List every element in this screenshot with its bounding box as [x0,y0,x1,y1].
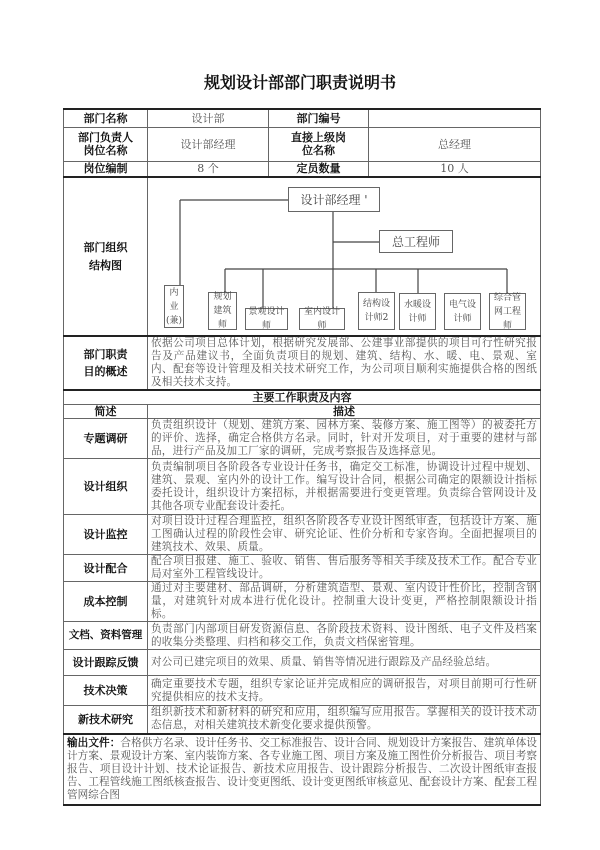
dept-name-label: 部门名称 [64,109,148,127]
duty-name: 设计监控 [64,515,148,555]
posts-label: 岗位编制 [64,161,148,177]
duty-name: 设计组织 [64,459,148,515]
duty-desc: 配合项目报建、施工、验收、销售、售后服务等相关手续及技术工作。配合专业局对室外工程管线设计。 [148,555,541,582]
duty-name: 专题调研 [64,419,148,459]
org-box-role: 综合管网工程师 [489,293,526,330]
staff-value: 10 人 [369,161,541,177]
org-box-manager: 设计部经理 ' [288,187,380,212]
org-box-chief-engineer: 总工程师 [379,230,453,253]
org-box-role: 景观设计师 [245,308,288,330]
duty-name: 设计跟踪反馈 [64,650,148,676]
overview-label: 部门职责目的概述 [64,336,148,390]
responsibility-table [63,108,541,806]
duty-name: 技术决策 [64,676,148,706]
head-value: 设计部经理 [148,127,269,161]
posts-value: 8 个 [148,161,269,177]
superior-label: 直接上级岗位名称 [269,127,369,161]
org-box-role: 电气设计师 [444,293,481,330]
dept-name-value: 设计部 [148,109,269,127]
staff-label: 定员数量 [269,161,369,177]
output-text: 合格供方名录、设计任务书、交工标准报告、设计合同、规划设计方案报告、建筑单体设计方案、景观设计方案、室内装饰方案、各专业施工图、项目方案及施工图性价分析报告、项目考察报告、项目设计计划、技术论证报告、新技术应用报告、设计跟踪分析报告、二次设计图纸审查报告、工程管线施工图纸核查报告、设计变更图纸、设计变更图纸审核意见、配套设计方案、配套工程管网综合图 [67,736,537,801]
duty-desc: 通过对主要建材、部品调研，分析建筑造型、景观、室内设计性价比，控制含钢量，对建筑针对成本进行优化设计。控制重大设计变更，严格控制限额设计指标。 [148,582,541,622]
duties-header: 主要工作职责及内容 [64,390,541,405]
org-box-role: 规划建筑师 [208,292,237,330]
duty-desc: 负责部门内部项目研发资源信息、各阶段技术资料、设计图纸、电子文件及档案的收集分类整理、归档和移交工作，负责文档保密管理。 [148,622,541,650]
duty-name: 新技术研究 [64,706,148,734]
duty-name: 设计配合 [64,555,148,582]
head-label: 部门负责人岗位名称 [64,127,148,161]
duty-name: 文档、资料管理 [64,622,148,650]
dept-no-label: 部门编号 [269,109,369,127]
dept-no-value [369,109,541,127]
output-label: 输出文件： [67,736,121,749]
duty-desc: 组织新技术和新材料的研究和应用，组织编写应用报告。掌握相关的设计技术动态信息，对相关建筑技术新变化要求提供预警。 [148,706,541,734]
org-box-role: 内业(兼) [164,285,184,328]
col-description-header: 描述 [148,405,541,419]
duty-desc: 对公司已建完项目的效果、质量、销售等情况进行跟踪及产品经验总结。 [148,650,541,676]
output-files [64,734,541,805]
org-label: 部门组织结构图 [64,177,148,336]
duty-desc: 负责组织设计（规划、建筑方案、园林方案、装修方案、施工图等）的被委托方的评价、选择，确定合格供方名录。同时，针对开发项目，对于重要的建材与部品，进行产品及加工厂家的调研，完成考察报告及选择意见。 [148,419,541,459]
duty-desc: 负责编制项目各阶段各专业设计任务书，确定交工标准，协调设计过程中规划、建筑、景观、室内外的设计工作。编写设计合同，根据公司确定的限额设计指标委托设计，组织设计方案招标，并根据需要进行变更管理。负责综合管网设计及其他各项专业配套设计委托。 [148,459,541,515]
col-summary-header: 简述 [64,405,148,419]
org-box-role: 结构设计师2 [358,292,395,330]
superior-value: 总经理 [369,127,541,161]
org-box-role: 水暖设计师 [399,293,436,330]
document-title: 规划设计部部门职责说明书 [203,73,396,92]
duty-desc: 对项目设计过程合理监控，组织各阶段各专业设计图纸审查，包括设计方案、施工图确认过程的阶段性会审、研究论证、性价分析和专家咨询。全面把握项目的建筑技术、效果、质量。 [148,515,541,555]
org-box-role: 室内设计师 [299,308,345,330]
overview-text: 依据公司项目总体计划，根据研究发展部、公建事业部提供的项目可行性研究报告及产品建议书，全面负责项目的规划、建筑、结构、水、暖、电、景观、室内、配套等设计管理及相关技术研究工作，为公司项目顺利实施提供合格的图纸及相关技术支持。 [148,336,541,390]
org-chart [148,177,541,336]
duty-name: 成本控制 [64,582,148,622]
duty-desc: 确定重要技术专题，组织专家论证并完成相应的调研报告，对项目前期可行性研究提供相应的技术支持。 [148,676,541,706]
